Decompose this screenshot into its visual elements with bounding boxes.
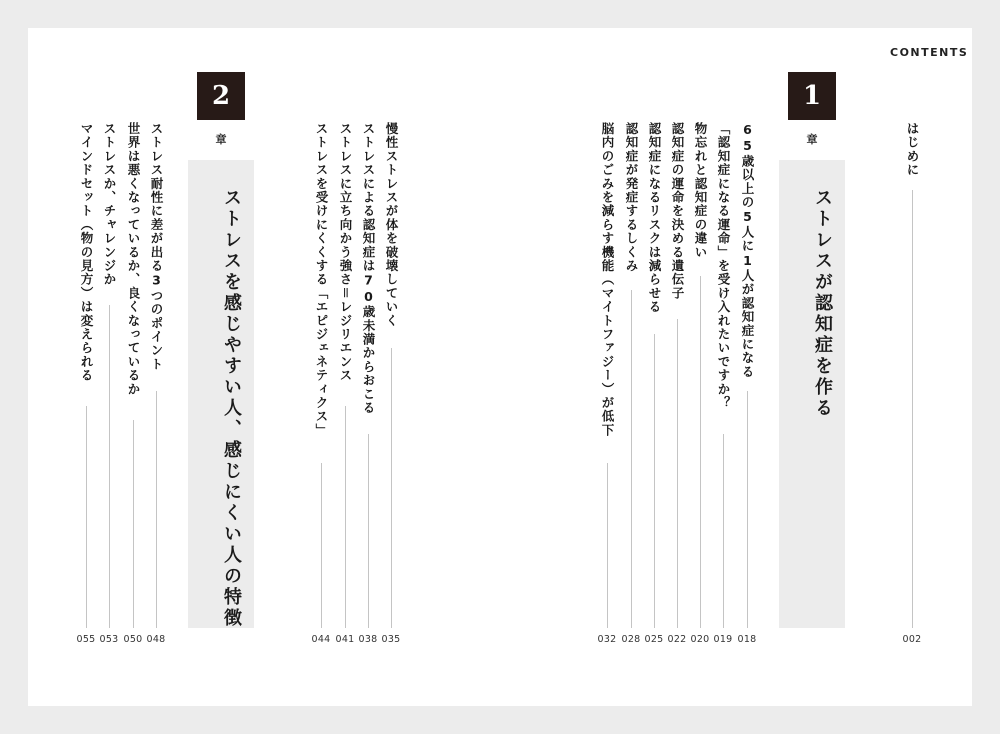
chapter-2-section-4-title[interactable]: ストレスを受けにくくする「エピジェネティクス」 [314,122,329,438]
chapter-2-section-2-page-number: 038 [358,634,378,645]
chapter-1-section-4-page-number: 022 [667,634,687,645]
chapter-2-section-7-title[interactable]: ストレスか、チャレンジか [102,122,117,287]
chapter-2-section-6-leader-line [133,420,134,628]
chapter-1-title[interactable]: ストレスが認知症を作る [812,188,833,419]
chapter-2-number-badge: 2 [197,72,245,120]
intro-leader-line [912,190,913,628]
chapter-1-section-4-leader-line [677,319,678,628]
chapter-1-section-7-leader-line [607,463,608,628]
chapter-2-section-7-leader-line [109,305,110,628]
chapter-2-section-4-page-number: 044 [311,634,331,645]
chapter-1-section-1-title[interactable]: 65歳以上の5人に1人が認知症になる [740,122,755,379]
chapter-2-section-5-title[interactable]: ストレス耐性に差が出る3つのポイント [149,122,164,372]
chapter-2-section-8-leader-line [86,406,87,628]
chapter-2-section-8-title[interactable]: マインドセット（物の見方）は変えられる [79,122,94,383]
chapter-2-section-4-leader-line [321,463,322,628]
chapter-1-section-5-page-number: 025 [644,634,664,645]
chapter-2-section-1-page-number: 035 [381,634,401,645]
chapter-1-section-7-title[interactable]: 脳内のごみを減らす機能（マイトファジー）が低下 [600,122,615,438]
contents-heading: CONTENTS [890,46,969,59]
chapter-2-section-1-title[interactable]: 慢性ストレスが体を破壊していく [384,122,399,328]
chapter-1-label: 章 [806,133,818,146]
chapter-2-section-2-title[interactable]: ストレスによる認知症は70歳未満からおこる [361,122,376,415]
chapter-2-section-3-page-number: 041 [335,634,355,645]
chapter-2-section-3-title[interactable]: ストレスに立ち向かう強さ＝レジリエンス [338,122,353,383]
chapter-1-section-6-title[interactable]: 認知症が発症するしくみ [624,122,639,273]
chapter-1-section-5-leader-line [654,334,655,628]
chapter-2-title[interactable]: ストレスを感じやすい人、感じにくい人の特徴 [221,188,242,629]
chapter-2-section-3-leader-line [345,406,346,628]
chapter-2-label: 章 [215,133,227,146]
chapter-1-section-1-page-number: 018 [737,634,757,645]
chapter-1-section-3-leader-line [700,276,701,628]
chapter-1-section-4-title[interactable]: 認知症の運命を決める遺伝子 [670,122,685,301]
chapter-2-section-5-leader-line [156,391,157,628]
chapter-2-section-5-page-number: 048 [146,634,166,645]
chapter-1-section-3-title[interactable]: 物忘れと認知症の違い [693,122,708,259]
chapter-1-section-3-page-number: 020 [690,634,710,645]
chapter-2-section-6-page-number: 050 [123,634,143,645]
chapter-1-section-2-title[interactable]: 「認知症になる運命」を受け入れたいですか？ [716,122,731,410]
chapter-1-section-1-leader-line [747,391,748,628]
chapter-1-section-6-page-number: 028 [621,634,641,645]
chapter-1-section-5-title[interactable]: 認知症になるリスクは減らせる [647,122,662,314]
intro-page-number: 002 [902,634,922,645]
chapter-2-section-8-page-number: 055 [76,634,96,645]
intro-title[interactable]: はじめに [905,122,920,177]
chapter-2-section-2-leader-line [368,434,369,628]
chapter-1-section-2-leader-line [723,434,724,628]
chapter-1-section-6-leader-line [631,290,632,628]
chapter-1-number-badge: 1 [788,72,836,120]
chapter-1-section-2-page-number: 019 [713,634,733,645]
chapter-2-section-7-page-number: 053 [99,634,119,645]
chapter-2-section-1-leader-line [391,348,392,628]
chapter-1-section-7-page-number: 032 [597,634,617,645]
chapter-2-section-6-title[interactable]: 世界は悪くなっているか、良くなっているか [126,122,141,396]
